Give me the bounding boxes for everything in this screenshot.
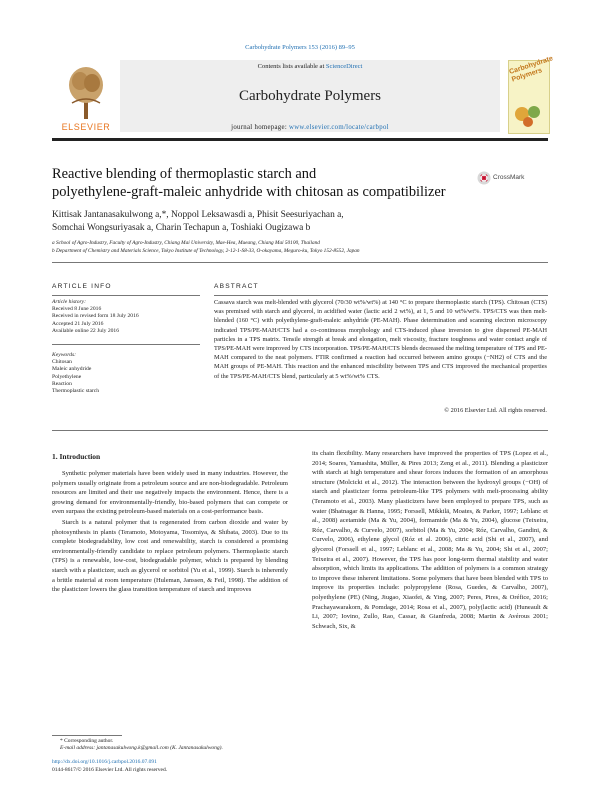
- paragraph: Starch is a natural polymer that is regenerated from carbon dioxide and water by photosynthesis in plants (Teramoto, Motoyama, Tosomiya, & Shibata, 2003). Due to its complete biodegradability, low cost and renewability, starch is considered a promising environmentally-friendly candidate to replace petroleum polymers. Thermoplastic starch (TPS) is a renewable, low-cost, biodegradable polymer, which is prepared by blending starch with a plasticizer, such as glycerol or sorbitol (Yu et al., 1999). Starch is inherently a brittle material at room temperature (Huleman, Janssen, & Feil, 1998). The addition of the plasticizer lowers the glass transition temperature of starch and improves: [52, 518, 288, 594]
- history-item: Available online 22 July 2016: [52, 327, 120, 334]
- publisher-name: ELSEVIER: [61, 122, 111, 132]
- journal-homepage: [120, 124, 500, 131]
- paragraph: its chain flexibility. Many researchers have improved the properties of TPS (Lopez et al., 2014; Soares, Yamashita, Müller, & Pires 2013; Zeng et al., 2011). Blending a plasticizer with starch at high temperature and shear forces induces the formation of an amorphous structure (Molcicki et al., 2012). The interaction between the hydroxyl groups (−OH) of starch and plasticizer forms petroleum-like TPS polymers with melt-processing ability (Teramoto et al., 2003). Many plasticizers have been employed to prepare TPS, such as water (Bhatnagar & Hanna, 1995; Forssell, Mikkilä, Moates, & Parker, 1997; Leblanc et al., 2008) acetamide (Ma & Yu, 2004), formamide (Ma & Yu, 2004), glucose (Teixeira, Róz, Carvalho, & Curvelo, 2007), sorbitol (Ma & Yu, 2004; Róz, Carvalho, Gandini, & Curvelo, 2006), ethylene glycol (Róz et al. 2006), citric acid (Shi et al., 2007), and glycerol (Forssell et al., 1997; Leblanc et al., 2008; Ma & Yu, 2004; Shi et al., 2007; Teixeira et al., 2007). However, the TPS has poor long-term thermal stability and water absorption, which limits its applications. The addition of polymers is a common strategy to improve these inherent limitations. Some polymers that have been blended with TPS to improve its properties include: polypropylene (Rosa, Guedes, & Carvalho, 2007), polyethylene (PE) (Ning, Jiugao, Xiaofei, & Ying, 2007; Peres, Pires, & Oréfice, 2016; Prachayawarakorn, & Pomdage, 2014; Rosa et al., 2007), poly(lactic acid) (Huneault & Li, 2007; Iovino, Zullo, Rao, Cassar, & Gianfreda, 2008; Martin & Avérous 2001; Schwach, Six, &: [312, 450, 548, 630]
- history-item: Received in revised form 18 July 2016: [52, 313, 139, 320]
- history-item: Received 8 June 2016: [52, 306, 102, 313]
- keywords-label: Keywords:: [52, 352, 77, 358]
- footnote-rule: [52, 735, 122, 736]
- keyword: Polyethylene: [52, 373, 82, 380]
- article-info-rule: [52, 295, 200, 296]
- homepage-label: journal homepage:: [231, 124, 290, 131]
- author-list: [52, 209, 492, 234]
- email-footnote[interactable]: E-mail address: jantanasakulwong.k@gmail.com (K. Jantanasakulwong).: [60, 745, 223, 751]
- contents-line: [120, 63, 500, 70]
- journal-cover-title: Carbohydrate Polymers: [508, 55, 554, 84]
- journal-name: Carbohydrate Polymers: [238, 88, 382, 104]
- history-item: Accepted 21 July 2016: [52, 320, 104, 327]
- keyword: Chitosan: [52, 359, 72, 366]
- abstract-rule: [214, 295, 548, 296]
- contents-prefix: Contents lists available at: [257, 63, 326, 70]
- article-history: [52, 299, 202, 335]
- issn-line: 0144-8617/© 2016 Elsevier Ltd. All rights reserved.: [52, 767, 168, 773]
- abstract-heading: ABSTRACT: [214, 283, 259, 290]
- affiliation-rule: [52, 262, 548, 263]
- abstract-bottom-rule: [52, 430, 548, 431]
- homepage-link[interactable]: www.elsevier.com/locate/carbpol: [289, 124, 389, 131]
- article-title-line: polyethylene-graft-maleic anhydride with chitosan as compatibilizer: [52, 183, 446, 200]
- keywords-rule: [52, 344, 200, 345]
- affiliation-a: a School of Agro-Industry, Faculty of Agro-Industry, Chiang Mai University, Mae-Hea, Mueang, Chiang Mai 50100, Thailand: [52, 240, 320, 246]
- journal-cover-graphic: [512, 100, 546, 128]
- authors-line: Kittisak Jantanasakulwong a,*, Noppol Leksawasdi a, Phisit Seesuriyachan a,: [52, 210, 344, 220]
- paragraph: Synthetic polymer materials have been widely used in many industries. However, the polymers usually originate from a petroleum source and are non-biodegradable. Petroleum resources are limited and their use negatively impacts the environment. Hence, there is a growing demand for environmentally-friendly, bio-based polymers that can compete or even surpass the existing petroleum-based materials on a cost-performance basis.: [52, 470, 288, 516]
- abstract-copyright: © 2016 Elsevier Ltd. All rights reserved.: [444, 407, 547, 414]
- corresponding-author-footnote: * Corresponding author.: [60, 738, 114, 744]
- journal-citation[interactable]: Carbohydrate Polymers 153 (2016) 89–95: [245, 44, 355, 51]
- keywords-block: [52, 352, 202, 395]
- affiliation-b: b Department of Chemistry and Materials Science, Tokyo Institute of Technology, 2-12-1-S8-33, O-okayama, Meguro-ku, Tokyo 152-8552, Japan: [52, 248, 360, 254]
- article-title-line: Reactive blending of thermoplastic starch and: [52, 166, 317, 182]
- article-info-heading: ARTICLE INFO: [52, 283, 112, 290]
- keyword: Thermoplastic starch: [52, 388, 100, 395]
- crossmark-label: CrossMark: [493, 174, 525, 181]
- elsevier-tree-logo: [66, 63, 106, 119]
- authors-line: Somchai Wongsuriyasak a, Charin Techapun a, Toshiaki Ougizawa b: [52, 222, 311, 233]
- article-title: [52, 166, 472, 201]
- keyword: Maleic anhydride: [52, 366, 92, 373]
- abstract-text: Cassava starch was melt-blended with glycerol (70/30 wt%/wt%) at 140 °C to prepare thermoplastic starch (TPS). Chitosan (CTS) was premixed with starch and glycerol, in acidified water (lactic acid 2 wt%), at 1, 5 and 10 wt%/wt%. TPS/CTS was then melt-blended (160 °C) with polyethylene-graft-maleic anhydride (PE-MAH). Phase determination and scanning electron microscopy indicated TPS/PE-MAH/CTS had a co-continuous morphology and CTS-induced phase inversion to give dispersed PE-MAH particles in a TPS matrix. Tensile strength at break and elongation, melt viscosity, fracture toughness and water contact angle of TPS/PE-MAH were improved by CTS incorporation. TPS/PE-MAH/CTS blends decreased the melting temperature of TPS and PE-MAH compared to the neat polymers. FTIR confirmed a reaction had occurred between amino groups (−NH2) of CTS and the MAH groups of PE-MAH. This reaction and the enhanced miscibility between TPS and CTS improved the mechanical properties of the TPS/PE-MAH/CTS blend, particularly at 5 wt%/wt% CTS.: [214, 299, 547, 380]
- left-column: [52, 469, 288, 595]
- header-rule: [52, 138, 548, 141]
- right-column: [312, 449, 548, 631]
- keyword: Reaction: [52, 380, 72, 387]
- history-label: Article history:: [52, 299, 87, 305]
- doi-link[interactable]: http://dx.doi.org/10.1016/j.carbpol.2016.07.091: [52, 759, 157, 765]
- section-title-introduction: 1. Introduction: [52, 452, 101, 461]
- sciencedirect-link[interactable]: ScienceDirect: [325, 63, 363, 70]
